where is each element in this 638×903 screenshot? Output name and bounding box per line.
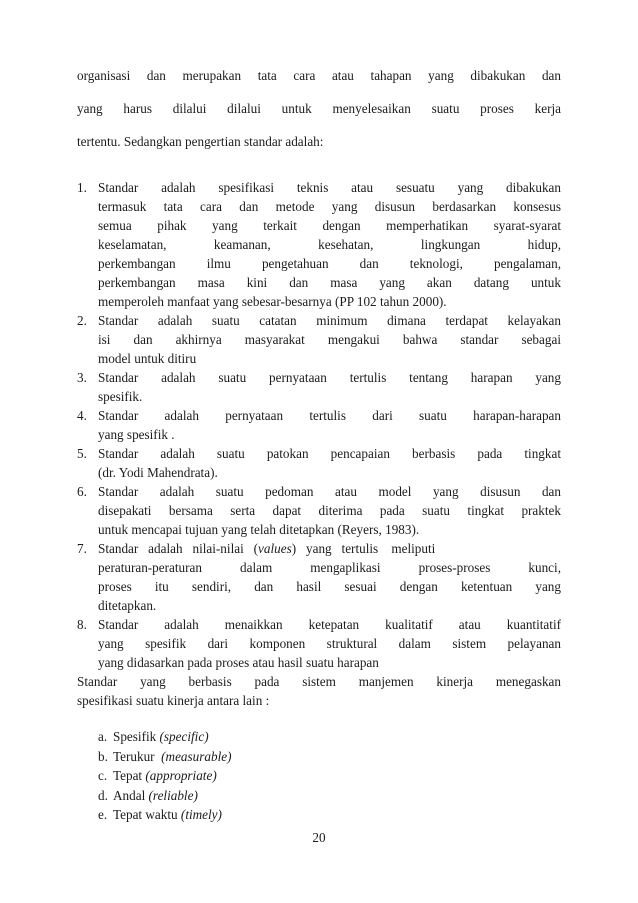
- list-item: [77, 368, 561, 406]
- text-line: Standar adalah suatu patokan pencapaian berbasis pada tingkat: [98, 446, 561, 461]
- text-line: Standar adalah suatu catatan minimum dimana terdapat kelayakan: [98, 313, 561, 328]
- list-number: 1.: [77, 180, 87, 195]
- definition-list: [77, 178, 561, 672]
- list-number: 5.: [77, 446, 87, 461]
- text-line: spesifikasi suatu kinerja antara lain :: [77, 693, 270, 708]
- list-item: [77, 178, 561, 311]
- list-item: [77, 539, 561, 615]
- criteria-list: [77, 727, 561, 825]
- list-number: 4.: [77, 408, 87, 423]
- text-line: keselamatan, keamanan, kesehatan, lingkungan hidup,: [98, 237, 561, 252]
- criteria-item: [98, 766, 561, 786]
- list-item: [77, 311, 561, 368]
- text-line: memperoleh manfaat yang sebesar-besarnya (PP 102 tahun 2000).: [98, 294, 447, 309]
- text-line: Standar adalah suatu pedoman atau model yang disusun dan: [98, 484, 561, 499]
- text-line: [98, 539, 561, 558]
- text-line: semua pihak yang terkait dengan memperhatikan syarat-syarat: [98, 218, 561, 233]
- list-number: 7.: [77, 541, 87, 556]
- criteria-letter: b.: [98, 748, 108, 764]
- list-number: 6.: [77, 484, 87, 499]
- criteria-item: [98, 727, 561, 747]
- criteria-item: [98, 747, 561, 767]
- criteria-english: (appropriate): [145, 768, 217, 784]
- criteria-letter: e.: [98, 807, 108, 823]
- text-line: yang didasarkan pada proses atau hasil suatu harapan: [98, 655, 379, 670]
- list-number: 3.: [77, 370, 87, 385]
- criteria-letter: d.: [98, 787, 108, 803]
- list-number: 8.: [77, 617, 87, 632]
- criteria-term: Spesifik: [113, 729, 157, 744]
- list-item: [77, 615, 561, 672]
- criteria-english: (reliable): [148, 787, 198, 803]
- text-line: ditetapkan.: [98, 598, 157, 613]
- criteria-term: Terukur: [113, 748, 155, 764]
- criteria-item: [98, 786, 561, 806]
- list-number: 2.: [77, 313, 87, 328]
- list-item: [77, 406, 561, 444]
- text-line: spesifik.: [98, 389, 143, 404]
- text-run: Standar adalah nilai-nilai (: [98, 541, 259, 556]
- text-line: proses itu sendiri, dan hasil sesuai dengan ketentuan yang: [98, 579, 561, 594]
- text-line: peraturan-peraturan dalam mengaplikasi proses-proses kunci,: [98, 560, 561, 575]
- text-line: Standar adalah spesifikasi teknis atau sesuatu yang dibakukan: [98, 180, 561, 195]
- criteria-letter: c.: [98, 768, 108, 784]
- text-line: Standar adalah pernyataan tertulis dari suatu harapan-harapan: [98, 408, 561, 423]
- italic-term: values: [258, 541, 292, 556]
- text-line: termasuk tata cara dan metode yang disusun berdasarkan konsesus: [98, 199, 561, 214]
- text-line: (dr. Yodi Mahendrata).: [98, 465, 218, 480]
- page-number: 20: [312, 830, 326, 845]
- criteria-english: (specific): [159, 729, 209, 744]
- text-line: untuk mencapai tujuan yang telah ditetapkan (Reyers, 1983).: [98, 522, 420, 537]
- text-line: organisasi dan merupakan tata cara atau tahapan yang dibakukan dan: [77, 68, 561, 83]
- text-line: yang spesifik dari komponen struktural dalam sistem pelayanan: [98, 636, 561, 651]
- list-item: [77, 482, 561, 539]
- text-line: Standar adalah suatu pernyataan tertulis tentang harapan yang: [98, 370, 561, 385]
- criteria-term: Andal: [113, 787, 146, 803]
- text-line: perkembangan masa kini dan masa yang akan datang untuk: [98, 275, 561, 290]
- text-line: tertentu. Sedangkan pengertian standar adalah:: [77, 134, 324, 149]
- criteria-term: Tepat: [113, 768, 143, 784]
- text-line: yang harus dilalui dilalui untuk menyelesaikan suatu proses kerja: [77, 101, 561, 116]
- criteria-english: (timely): [180, 807, 222, 823]
- criteria-term: Tepat waktu: [113, 807, 178, 823]
- criteria-letter: a.: [98, 729, 108, 744]
- list-item: [77, 444, 561, 482]
- text-line: disepakati bersama serta dapat diterima pada suatu tingkat praktek: [98, 503, 561, 518]
- body-text: [77, 66, 561, 825]
- closing-paragraph: [77, 672, 561, 710]
- text-line: Standar adalah menaikkan ketepatan kualitatif atau kuantitatif: [98, 617, 561, 632]
- text-line: Standar yang berbasis pada sistem manjemen kinerja menegaskan: [77, 674, 561, 689]
- text-line: perkembangan ilmu pengetahuan dan teknologi, pengalaman,: [98, 256, 561, 271]
- criteria-item: [98, 805, 561, 825]
- text-line: model untuk ditiru: [98, 351, 197, 366]
- intro-paragraph: [77, 66, 561, 165]
- text-line: yang spesifik .: [98, 427, 175, 442]
- text-line: isi dan akhirnya masyarakat mengakui bahwa standar sebagai: [98, 332, 561, 347]
- criteria-english: (measurable): [157, 748, 232, 764]
- text-run: ) yang tertulis meliputi: [291, 541, 436, 556]
